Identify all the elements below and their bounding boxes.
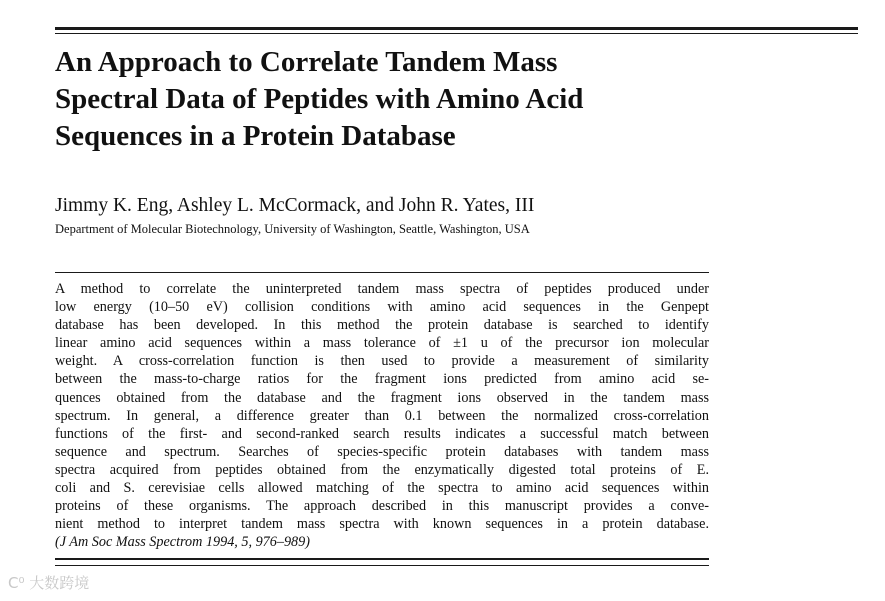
abstract-line: linear amino acid sequences within a mass tolerance of ±1 u of the precursor ion molecular (55, 335, 709, 352)
abstract-line: functions of the first- and second-ranked search results indicates a successful match between (55, 425, 709, 442)
abstract-line: spectra acquired from peptides obtained from the enzymatically digested total proteins of E. (55, 461, 709, 478)
abstract-line: quences obtained from the database and the fragment ions observed in the tandem mass (55, 389, 709, 406)
abstract-line: nient method to interpret tandem mass spectra with known sequences in a protein database. (55, 516, 709, 533)
bottom-rule-thick (55, 558, 709, 560)
title-line: Sequences in a Protein Database (55, 120, 456, 152)
watermark-logo: C⁰ 大数跨境 (8, 574, 90, 592)
abstract (55, 280, 709, 551)
paper-title (55, 44, 855, 155)
top-rule-thick (55, 27, 858, 30)
abstract-line: between the mass-to-charge ratios for the fragment ions predicted from amino acid se- (55, 371, 709, 388)
abstract-line: proteins of these organisms. The approach described in this manuscript provides a conve- (55, 498, 709, 515)
title-line: An Approach to Correlate Tandem Mass (55, 46, 558, 78)
abstract-line: database has been developed. In this method the protein database is searched to identify (55, 317, 709, 334)
abstract-line: coli and S. cerevisiae cells allowed matching of the spectra to amino acid sequences within (55, 480, 709, 497)
title-line: Spectral Data of Peptides with Amino Acid (55, 83, 584, 115)
author-list: Jimmy K. Eng, Ashley L. McCormack, and John R. Yates, III (55, 195, 535, 216)
bottom-rule-thin (55, 565, 709, 566)
abstract-line: weight. A cross-correlation function is then used to provide a measurement of similarity (55, 353, 709, 370)
abstract-line: spectrum. In general, a difference greater than 0.1 between the normalized cross-correlation (55, 407, 709, 424)
top-rule-thin (55, 33, 858, 34)
affiliation: Department of Molecular Biotechnology, University of Washington, Seattle, Washington, USA (55, 222, 530, 236)
abstract-line: A method to correlate the uninterpreted tandem mass spectra of peptides produced under (55, 281, 709, 297)
abstract-line: sequence and spectrum. Searches of species-specific protein databases with tandem mass (55, 443, 709, 460)
abstract-line: low energy (10–50 eV) collision conditions with amino acid sequences in the Genpept (55, 299, 709, 316)
abstract-top-rule (55, 272, 709, 273)
citation-line: (J Am Soc Mass Spectrom 1994, 5, 976–989) (55, 534, 310, 551)
